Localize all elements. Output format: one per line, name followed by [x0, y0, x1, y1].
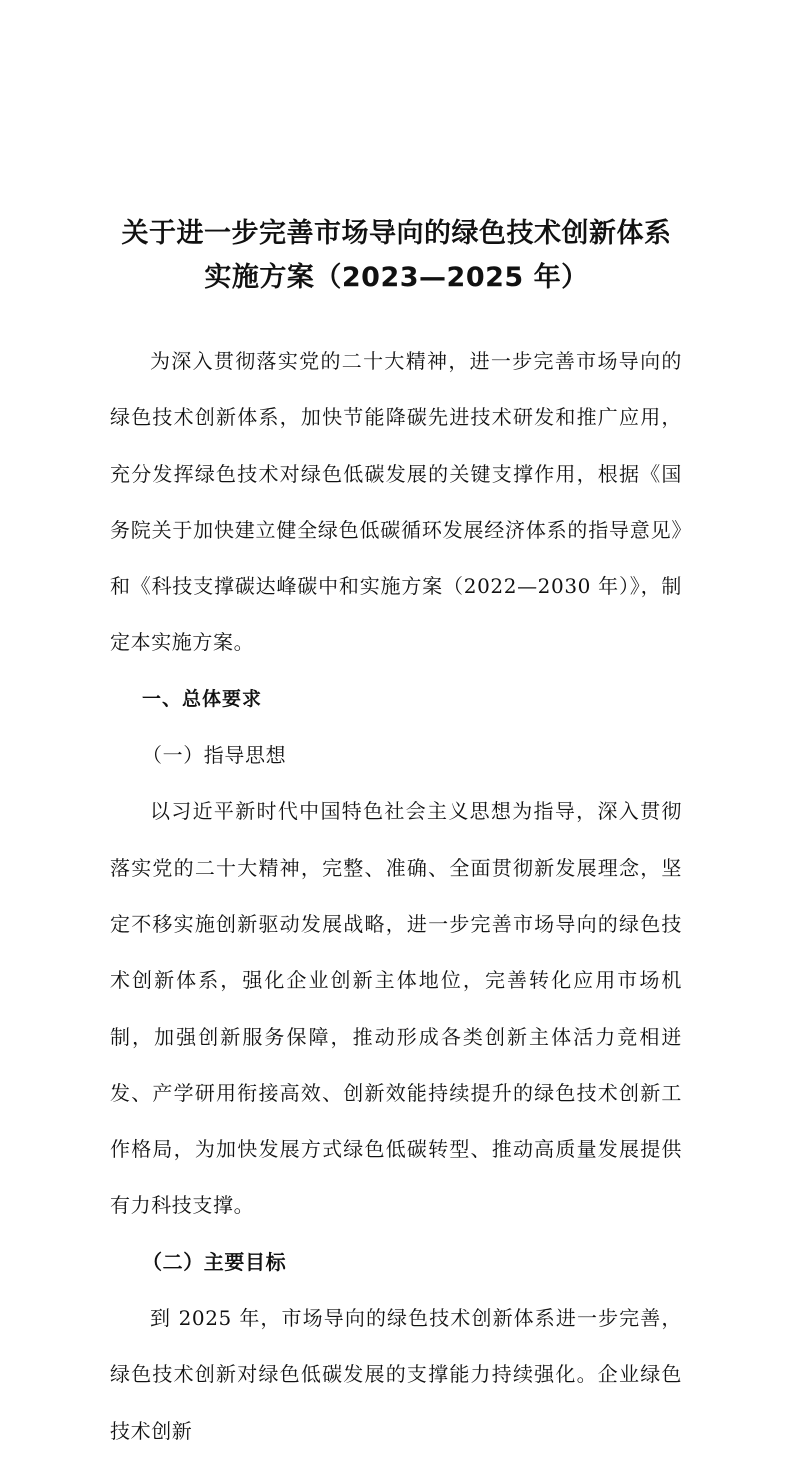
document-title — [90, 212, 703, 300]
title-line-1: 关于进一步完善市场导向的绿色技术创新体系 — [121, 218, 672, 249]
subsection-heading-main-goals: （二）主要目标 — [142, 1249, 287, 1274]
section-heading-general-requirements: 一、总体要求 — [142, 687, 263, 710]
intro-paragraph: 为深入贯彻落实党的二十大精神，进一步完善市场导向的绿色技术创新体系，加快节能降碳先进技术研发和推广应用，充分发挥绿色技术对绿色低碳发展的关键支撑作用，根据《国务院关于加快建立健全绿色低碳循环发展经济体系的指导意见》和《科技支撑碳达峰碳中和实施方案（2022—2030 年）》，制定本实施方案。 — [110, 349, 682, 655]
guiding-thought-paragraph: 以习近平新时代中国特色社会主义思想为指导，深入贯彻落实党的二十大精神，完整、准确、全面贯彻新发展理念，坚定不移实施创新驱动发展战略，进一步完善市场导向的绿色技术创新体系，强化企业创新主体地位，完善转化应用市场机制，加强创新服务保障，推动形成各类创新主体活力竞相迸发、产学研用衔接高效、创新效能持续提升的绿色技术创新工作格局，为加快发展方式绿色低碳转型、推动高质量发展提供有力科技支撑。 — [110, 799, 682, 1218]
document-body — [110, 333, 682, 1459]
main-goals-paragraph: 到 2025 年，市场导向的绿色技术创新体系进一步完善，绿色技术创新对绿色低碳发展的支撑能力持续强化。企业绿色技术创新 — [110, 1306, 682, 1443]
title-line-2: 实施方案（2023—2025 年） — [204, 262, 589, 293]
subsection-heading-guiding-thought: （一）指导思想 — [142, 743, 287, 768]
